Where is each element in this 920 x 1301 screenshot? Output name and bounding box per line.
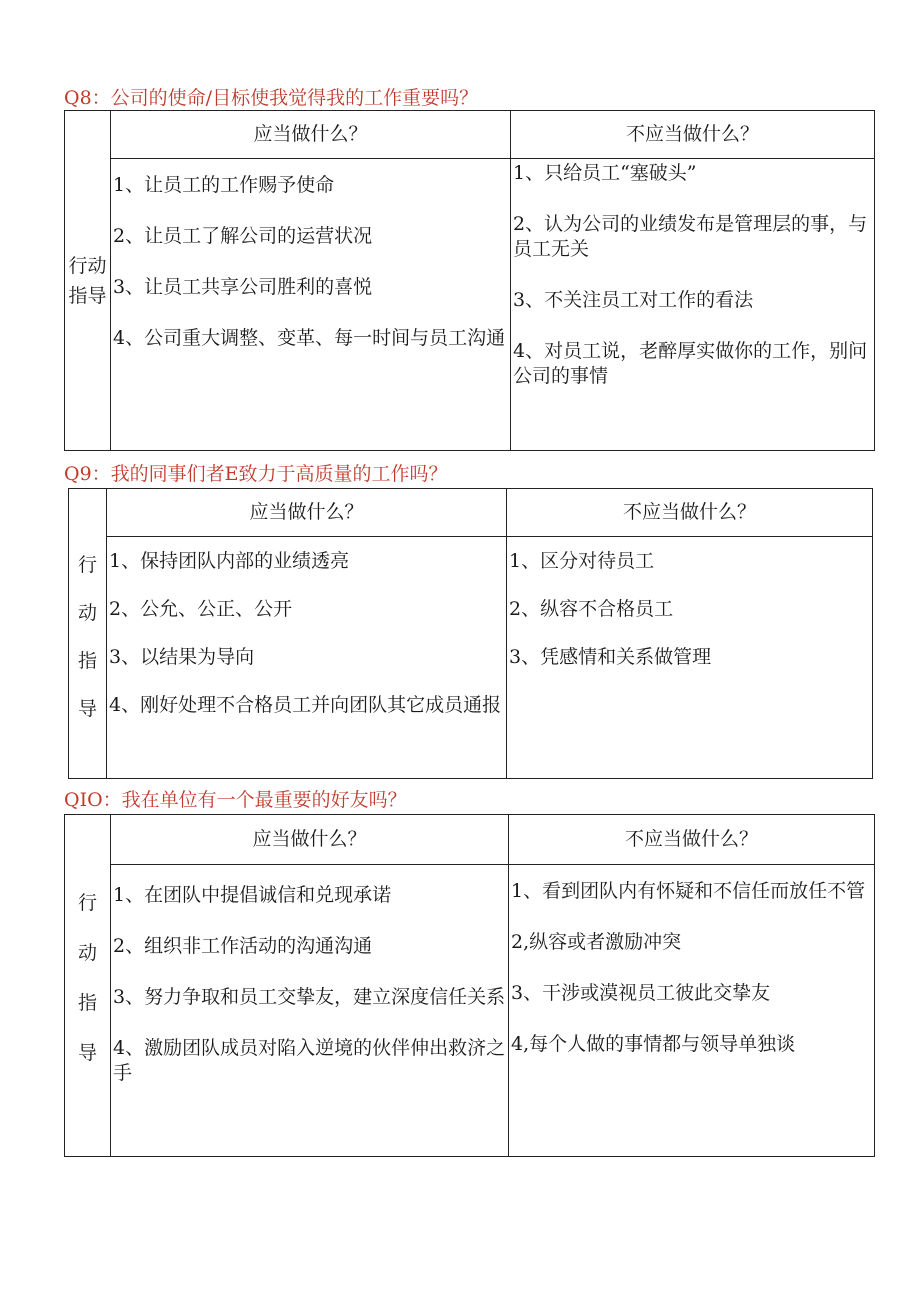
list-item: 1、只给员工“塞破头” <box>513 162 697 184</box>
q10-title: QIO：我在单位有一个最重要的好友吗？ <box>64 789 407 811</box>
q8-table <box>64 110 875 451</box>
list-item: 3、努力争取和员工交挚友，建立深度信任关系 <box>113 986 506 1008</box>
list-item: 2,纵容或者激励冲突 <box>511 931 682 953</box>
q10-should-cell <box>111 865 509 1157</box>
list-item: 3、让员工共享公司胜利的喜悦 <box>113 276 373 298</box>
q9-title: Q9：我的同事们者E致力于高质量的工作吗？ <box>64 463 448 485</box>
list-item: 2、组织非工作活动的沟通沟通 <box>113 935 373 957</box>
list-item: 4、激励团队成员对陷入逆境的伙伴伸出救济之手 <box>113 1037 506 1084</box>
list-item: 2、纵容不合格员工 <box>509 598 674 620</box>
q9-header-should: 应当做什么？ <box>107 489 507 537</box>
list-item: 1、保持团队内部的业绩透亮 <box>109 550 350 572</box>
list-item: 1、让员工的工作赐予使命 <box>113 174 335 196</box>
list-item: 4、刚好处理不合格员工并向团队其它成员通报 <box>109 694 502 716</box>
list-item: 1、在团队中提倡诚信和兑现承诺 <box>113 884 392 906</box>
list-item: 3、凭感情和关系做管理 <box>509 646 712 668</box>
list-item: 1、区分对待员工 <box>509 550 655 572</box>
q10-header-should-not: 不应当做什么？ <box>509 815 875 865</box>
q10-side-label: 行 动 指 导 <box>65 815 111 1157</box>
q8-header-should-not: 不应当做什么？ <box>511 111 875 159</box>
list-item: 2、让员工了解公司的运营状况 <box>113 225 373 247</box>
list-item: 2、认为公司的业绩发布是管理层的事，与员工无关 <box>513 213 868 260</box>
list-item: 4、公司重大调整、变革、每一时间与员工沟通 <box>113 327 506 349</box>
q8-header-should: 应当做什么？ <box>111 111 511 159</box>
q10-header-should: 应当做什么？ <box>111 815 509 865</box>
list-item: 4,每个人做的事情都与领导单独谈 <box>511 1033 796 1055</box>
q9-side-label: 行 动 指 导 <box>69 489 107 779</box>
list-item: 2、公允、公正、公开 <box>109 598 293 620</box>
list-item: 4、对员工说，老醉厚实做你的工作，别问公司的事情 <box>513 340 868 387</box>
q8-should-not-cell <box>511 159 875 451</box>
q8-should-cell <box>111 159 511 451</box>
q9-header-should-not: 不应当做什么？ <box>507 489 873 537</box>
list-item: 3、干涉或漠视员工彼此交挚友 <box>511 982 771 1004</box>
q8-side-label: 行动 指导 <box>65 111 111 451</box>
q9-should-not-cell <box>507 537 873 779</box>
list-item: 1、看到团队内有怀疑和不信任而放任不管 <box>511 880 866 902</box>
q10-table <box>64 814 875 1157</box>
q9-should-cell <box>107 537 507 779</box>
list-item: 3、不关注员工对工作的看法 <box>513 289 754 311</box>
q9-table <box>68 488 873 779</box>
list-item: 3、以结果为导向 <box>109 646 255 668</box>
q10-should-not-cell <box>509 865 875 1157</box>
q8-title: Q8：公司的使命/目标使我觉得我的工作重要吗？ <box>64 87 479 109</box>
